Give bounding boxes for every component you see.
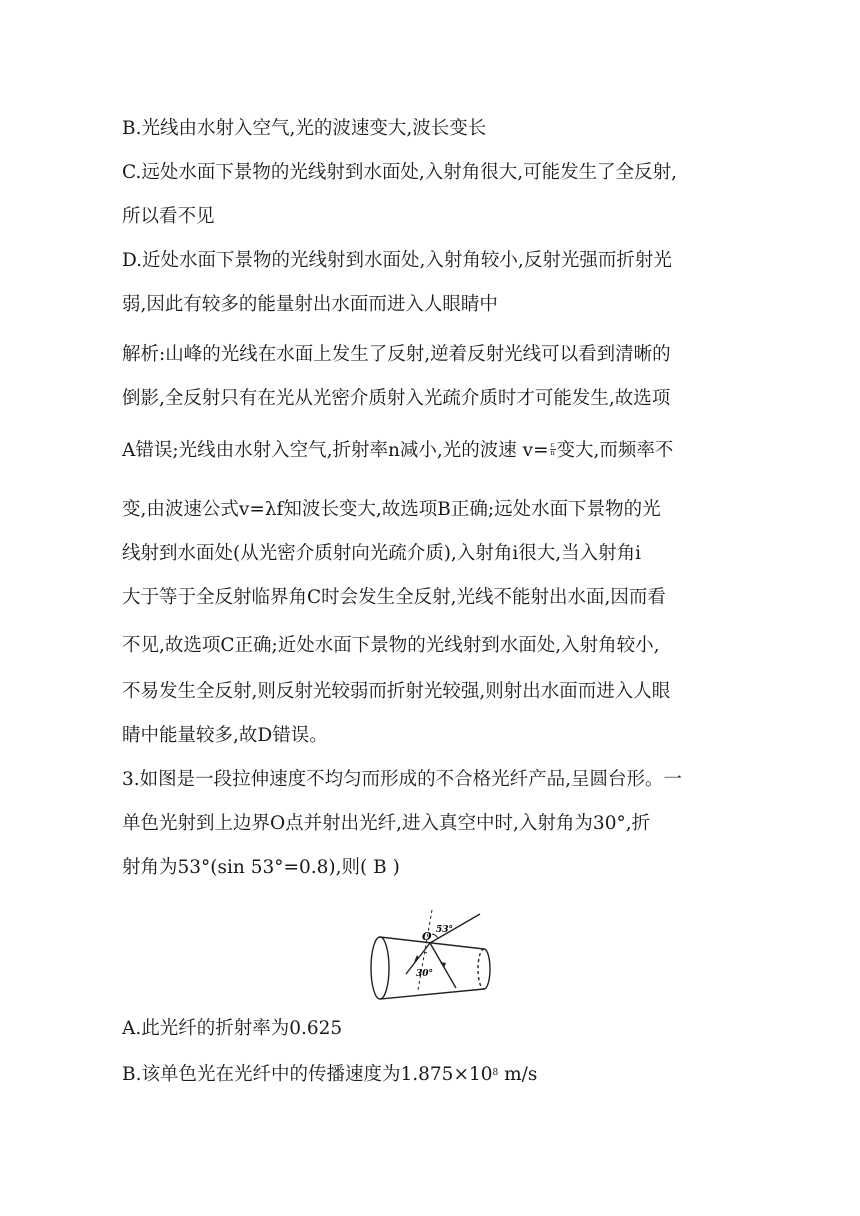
angle-label-53: 53° — [436, 925, 454, 935]
point-o-label: O — [422, 930, 432, 943]
fiber-left-end — [371, 937, 389, 999]
fiber-bottom-edge — [380, 989, 484, 999]
option-d-line-2: 弱,因此有较多的能量射出水面而进入人眼睛中 — [122, 294, 498, 315]
fraction-numerator: c — [550, 440, 555, 449]
analysis-line-3-a: A错误;光线由水射入空气,折射率n减小,光的波速 v= — [122, 440, 549, 461]
analysis-line-3-b: 变大,而频率不 — [556, 440, 674, 461]
analysis-line-3 — [122, 438, 742, 464]
fiber-right-end-front — [484, 949, 490, 989]
analysis-line-1: 解析:山峰的光线在水面上发生了反射,逆着反射光线可以看到清晰的 — [122, 344, 671, 365]
angle-label-30: 30° — [416, 969, 434, 979]
analysis-line-2: 倒影,全反射只有在光从光密介质射入光疏介质时才可能发生,故选项 — [122, 388, 671, 409]
fiber-right-end-back — [478, 949, 484, 989]
option-c-line-2: 所以看不见 — [122, 206, 215, 227]
velocity-fraction — [550, 442, 556, 457]
fiber-diagram — [362, 908, 502, 1004]
analysis-line-8: 不易发生全反射,则反射光较弱而折射光较强,则射出水面而进入人眼 — [122, 681, 671, 702]
option-b-speed-text: B.该单色光在光纤中的传播速度为1.875×10 — [122, 1064, 493, 1085]
analysis-line-6: 大于等于全反射临界角C时会发生全反射,光线不能射出水面,因而看 — [122, 587, 666, 608]
question-3-line-1: 3.如图是一段拉伸速度不均匀而形成的不合格光纤产品,呈圆台形。一 — [122, 769, 683, 790]
analysis-line-9: 睛中能量较多,故D错误。 — [122, 725, 328, 746]
exponent: 8 — [492, 1068, 499, 1078]
option-d-line-1: D.近处水面下景物的光线射到水面处,入射角较小,反射光强而折射光 — [122, 250, 672, 271]
option-b-line: B.光线由水射入空气,光的波速变大,波长变长 — [122, 118, 487, 139]
question-3-line-3: 射角为53°(sin 53°=0.8),则( B ) — [122, 857, 400, 878]
unit-text: m/s — [498, 1064, 538, 1085]
analysis-line-7: 不见,故选项C正确;近处水面下景物的光线射到水面处,入射角较小, — [122, 635, 660, 656]
option-b-speed-line — [122, 1062, 742, 1088]
arrow-reflected — [440, 962, 446, 968]
analysis-line-4: 变,由波速公式v=λf知波长变大,故选项B正确;远处水面下景物的光 — [122, 499, 661, 520]
angle-arc-30 — [425, 952, 427, 953]
option-c-line-1: C.远处水面下景物的光线射到水面处,入射角很大,可能发生了全反射, — [122, 162, 678, 183]
question-3-line-2: 单色光射到上边界O点并射出光纤,进入真空中时,入射角为30°,折 — [122, 813, 651, 834]
analysis-line-5: 线射到水面处(从光密介质射向光疏介质),入射角i很大,当入射角i — [122, 543, 642, 564]
option-a-line: A.此光纤的折射率为0.625 — [122, 1018, 343, 1039]
fraction-denominator: n — [550, 448, 555, 457]
